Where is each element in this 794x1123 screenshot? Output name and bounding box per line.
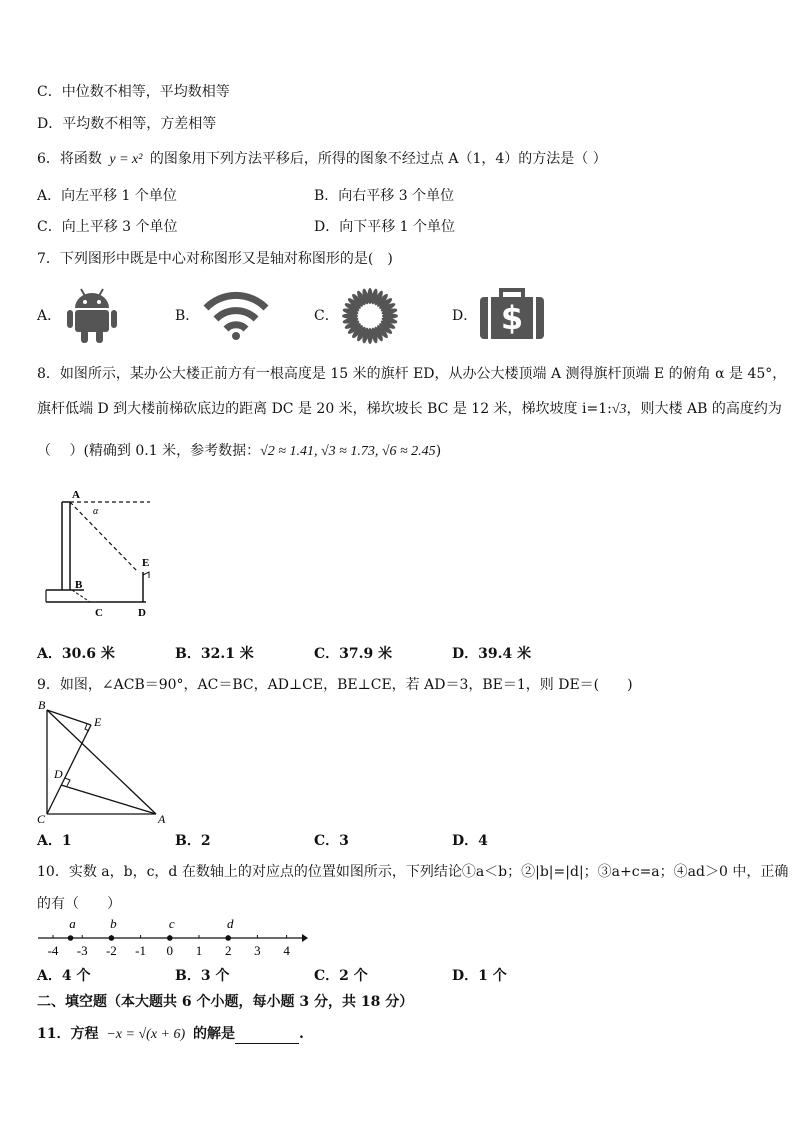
number-line-point-label: d: [226, 916, 234, 931]
q9-option-a: A．1: [37, 833, 72, 849]
wifi-icon: [202, 290, 270, 344]
q9-figure: [34, 696, 174, 826]
q11-stem-prefix: 11．方程: [37, 1026, 99, 1042]
q9-label-c: C: [37, 812, 46, 826]
q6-stem-suffix: 的图象用下列方法平移后，所得的图象不经过点 A（1，4）的方法是（ ）: [149, 151, 607, 167]
number-line-tick-label: 2: [224, 943, 232, 958]
q8-label-alpha: α: [93, 506, 99, 517]
number-line-tick-label: 3: [254, 943, 261, 958]
q8-label-c: C: [95, 607, 103, 619]
q9-option-b: B．2: [175, 833, 211, 849]
number-line-tick-label: 1: [195, 943, 203, 958]
number-line-tick-label: 0: [166, 943, 174, 958]
q5-option-d: D．平均数不相等，方差相等: [37, 116, 217, 132]
number-line-tick-label: -2: [105, 943, 117, 958]
q10-option-a: A．4 个: [37, 968, 91, 984]
q6-option-d: D．向下平移 1 个单位: [314, 219, 456, 235]
q9-label-d: D: [54, 767, 63, 781]
q10-option-b: B．3 个: [175, 968, 230, 984]
q8-option-b: B．32.1 米: [175, 646, 254, 662]
q11-answer-blank: [235, 1029, 299, 1044]
q9-label-b: B: [38, 698, 46, 712]
q10-number-line: [36, 915, 308, 961]
q9-option-c: C．3: [314, 833, 349, 849]
q8-stem-line2: [37, 400, 782, 419]
q8-reference-data: √2 ≈ 1.41, √3 ≈ 1.73, √6 ≈ 2.45: [260, 444, 436, 459]
q6-option-a: A．向左平移 1 个单位: [37, 188, 177, 204]
q8-option-c: C．37.9 米: [314, 646, 393, 662]
number-line-tick-label: -3: [76, 943, 88, 958]
q10-stem-line1: 10．实数 a，b，c，d 在数轴上的对应点的位置如图所示，下列结论①a＜b；②|b|=|d|；③a+c=a；④ad＞0 中，正确: [37, 864, 789, 880]
q6-option-b: B．向右平移 3 个单位: [314, 188, 455, 204]
q8-line3-tail: ): [435, 443, 442, 459]
android-robot-icon: [66, 286, 118, 348]
q8-stem-line1: 8．如图所示，某办公大楼正前方有一根高度是 15 米的旗杆 ED，从办公大楼顶端 A 测得旗杆顶端 E 的俯角 α 是 45°，: [37, 366, 787, 382]
q7-option-c-label: C．: [314, 308, 339, 324]
money-bag-icon: [478, 287, 546, 345]
q8-stem-line3: [37, 442, 441, 461]
number-line-point-b: [109, 935, 115, 941]
q11-equation: −x = √(x + 6): [106, 1027, 186, 1042]
q9-option-d: D．4: [452, 833, 488, 849]
q5-option-c: C．中位数不相等，平均数相等: [37, 84, 230, 100]
q8-label-d: D: [138, 607, 146, 619]
q6-function: y = x²: [109, 152, 143, 167]
q8-option-d: D．39.4 米: [452, 646, 532, 662]
number-line-point-c: [167, 935, 173, 941]
number-line-point-label: b: [110, 916, 117, 931]
q8-label-b: B: [75, 579, 83, 591]
q8-label-e: E: [142, 557, 150, 569]
q9-label-e: E: [94, 715, 102, 729]
q11-stem: 11．方程 −x = √(x + 6) 的解是 .: [37, 1026, 304, 1042]
q8-line2-text: 旗杆低端 D 到大楼前梯砍底边的距离 DC 是 20 米，梯坎坡长 BC 是 12 米，梯坎坡度 i=1:: [37, 401, 612, 417]
number-line-tick-label: 4: [283, 943, 290, 958]
svg-text:$: $: [500, 299, 524, 337]
q8-label-a: A: [72, 489, 80, 501]
q10-option-d: D．1 个: [452, 968, 507, 984]
q10-stem-line2: 的有（ ）: [37, 896, 121, 912]
q6-stem: [37, 150, 607, 169]
q9-stem: 9．如图，∠ACB＝90°，AC＝BC，AD⊥CE，BE⊥CE，若 AD＝3，BE＝1，则 DE＝( ): [37, 677, 633, 693]
number-line-point-a: [68, 935, 74, 941]
q7-stem: 7．下列图形中既是中心对称图形又是轴对称图形的是( ): [37, 251, 393, 267]
q9-label-a: A: [158, 812, 166, 826]
q11-stem-suffix: 的解是: [193, 1026, 236, 1042]
q6-stem-prefix: 6．将函数: [37, 151, 102, 167]
q8-option-a: A．30.6 米: [37, 646, 115, 662]
number-line-tick-label: -4: [47, 943, 59, 958]
number-line-point-label: c: [168, 916, 175, 931]
number-line-tick-label: -1: [135, 943, 147, 958]
sunburst-ring-icon: [337, 287, 403, 345]
q7-option-a-label: A．: [37, 308, 62, 324]
q8-line2-tail: ，则大楼 AB 的高度约为: [626, 401, 782, 417]
q8-slope-sqrt: √3: [611, 402, 627, 417]
section-heading-fill-in: 二、填空题（本大题共 6 个小题，每小题 3 分，共 18 分）: [37, 994, 414, 1010]
q7-option-d-label: D．: [452, 308, 478, 324]
q6-option-c: C．向上平移 3 个单位: [37, 219, 178, 235]
q10-option-c: C．2 个: [314, 968, 368, 984]
number-line-point-label: a: [69, 916, 76, 931]
number-line-point-d: [225, 935, 231, 941]
q8-line3-text: （ ）(精确到 0.1 米，参考数据：: [37, 443, 261, 459]
q8-figure: [40, 486, 170, 622]
q7-option-b-label: B．: [175, 308, 200, 324]
